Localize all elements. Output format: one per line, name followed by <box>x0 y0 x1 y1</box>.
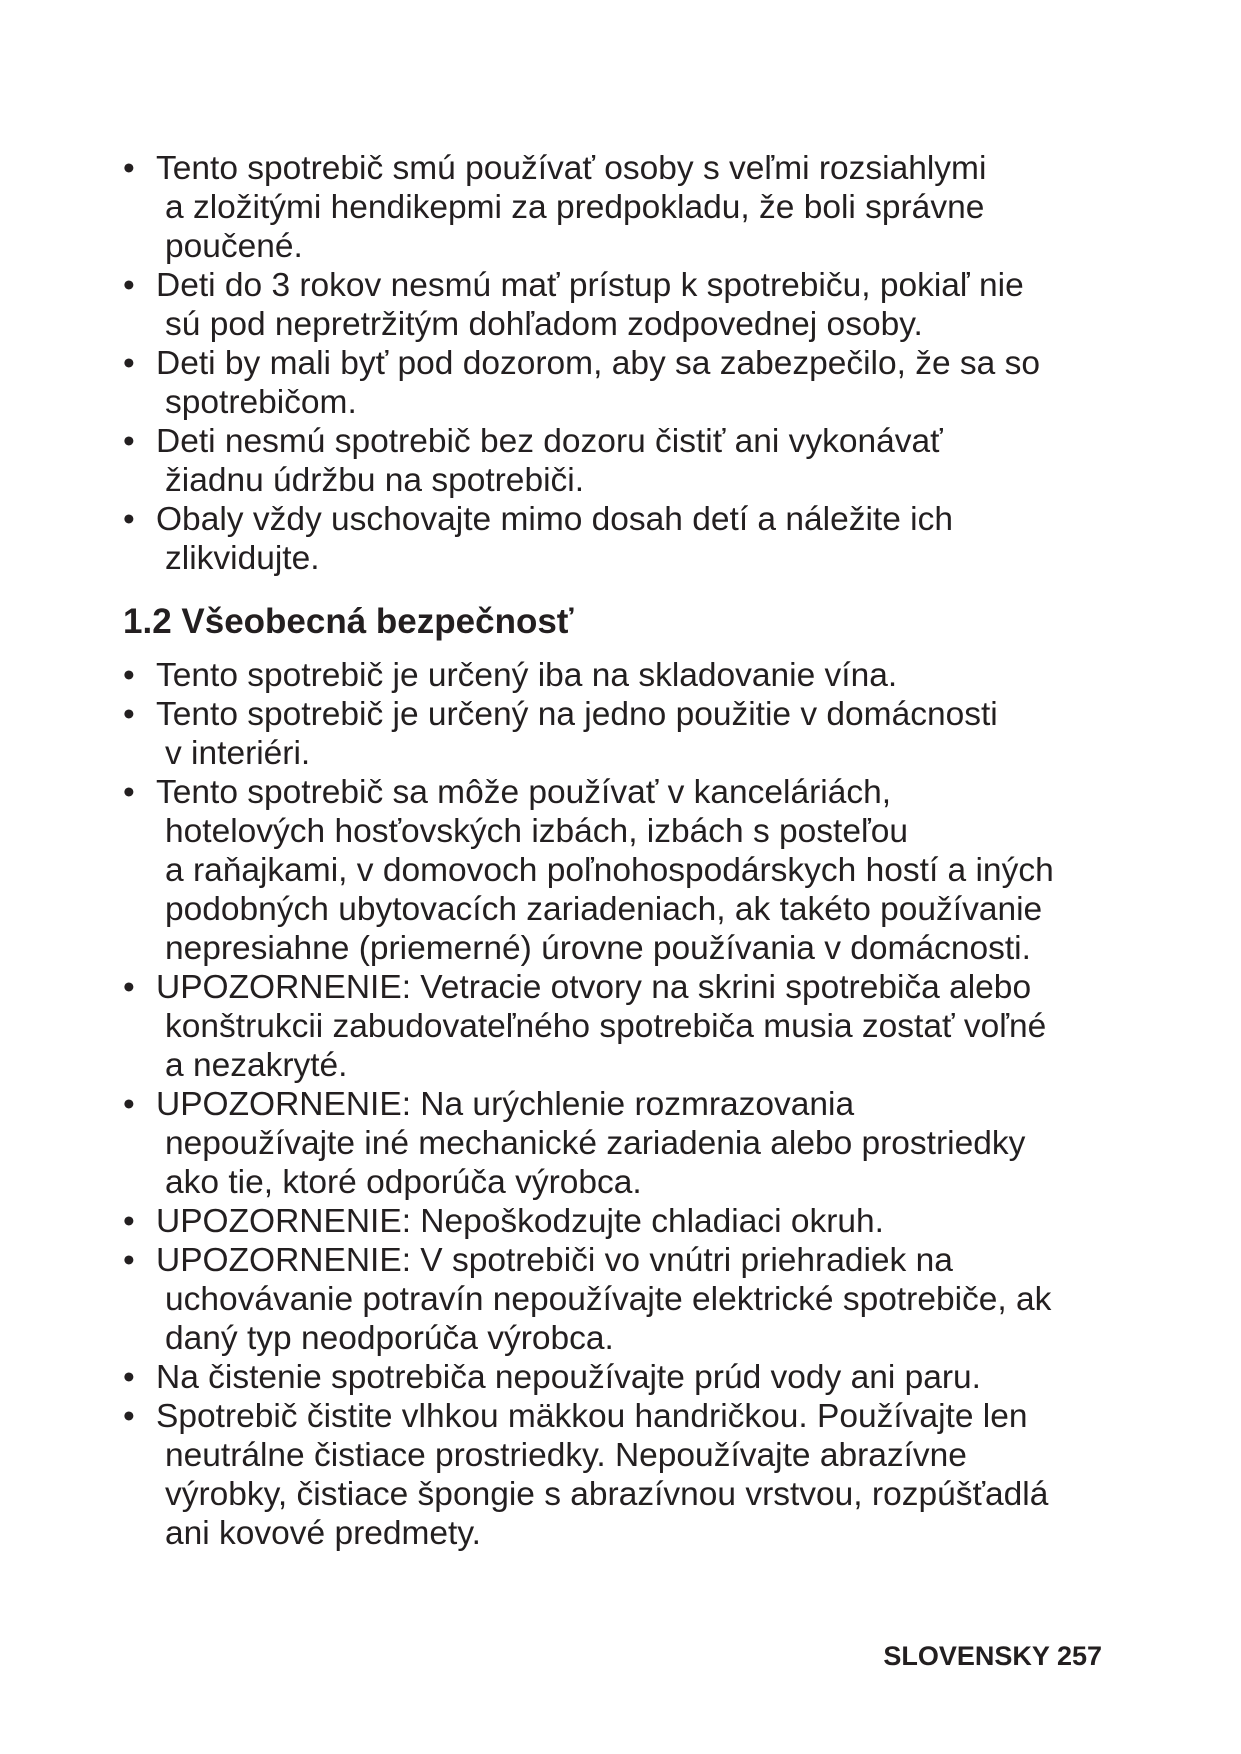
bullet-icon: • <box>123 969 135 1006</box>
bullet-icon: • <box>123 267 135 304</box>
item-first-line: UPOZORNENIE: Vetracie otvory na skrini spotrebiča alebo <box>156 969 1032 1006</box>
section-heading: 1.2 Všeobecná bezpečnosť <box>123 602 574 641</box>
safety-list-children <box>123 149 1123 578</box>
item-continuation-line: hotelových hosťovských izbách, izbách s posteľou <box>165 813 908 850</box>
item-continuation-line: a raňajkami, v domovoch poľnohospodárskych hostí a iných <box>165 852 1054 889</box>
bullet-icon: • <box>123 774 135 811</box>
item-first-line: Tento spotrebič sa môže používať v kanceláriách, <box>156 774 892 811</box>
item-continuation-line: v interiéri. <box>165 735 311 772</box>
item-first-line: Deti nesmú spotrebič bez dozoru čistiť ani vykonávať <box>156 423 943 460</box>
list-item <box>123 500 1123 578</box>
item-first-line: Deti do 3 rokov nesmú mať prístup k spotrebiču, pokiaľ nie <box>156 267 1024 304</box>
item-continuation-line: ani kovové predmety. <box>165 1515 481 1552</box>
list-item <box>123 656 1123 695</box>
item-continuation-line: a zložitými hendikepmi za predpokladu, že boli správne <box>165 189 985 226</box>
item-continuation-line: sú pod nepretržitým dohľadom zodpovednej osoby. <box>165 306 923 343</box>
item-continuation-line: zlikvidujte. <box>165 540 320 577</box>
item-first-line: UPOZORNENIE: V spotrebiči vo vnútri priehradiek na <box>156 1242 953 1279</box>
list-item <box>123 1202 1123 1241</box>
item-first-line: Tento spotrebič je určený iba na skladovanie vína. <box>156 657 898 694</box>
item-continuation-line: uchovávanie potravín nepoužívajte elektrické spotrebiče, ak <box>165 1281 1052 1318</box>
safety-list-general <box>123 656 1123 1553</box>
bullet-icon: • <box>123 657 135 694</box>
list-item <box>123 1085 1123 1202</box>
item-continuation-line: spotrebičom. <box>165 384 357 421</box>
item-first-line: Obaly vždy uschovajte mimo dosah detí a náležite ich <box>156 501 953 538</box>
bullet-icon: • <box>123 345 135 382</box>
bullet-icon: • <box>123 423 135 460</box>
item-continuation-line: nepoužívajte iné mechanické zariadenia alebo prostriedky <box>165 1125 1026 1162</box>
list-item <box>123 266 1123 344</box>
item-continuation-line: neutrálne čistiace prostriedky. Nepoužívajte abrazívne <box>165 1437 967 1474</box>
item-continuation-line: ako tie, ktoré odporúča výrobca. <box>165 1164 642 1201</box>
bullet-icon: • <box>123 1398 135 1435</box>
list-item <box>123 1358 1123 1397</box>
item-first-line: Spotrebič čistite vlhkou mäkkou handričkou. Používajte len <box>156 1398 1028 1435</box>
item-first-line: Tento spotrebič smú používať osoby s veľmi rozsiahlymi <box>156 150 987 187</box>
item-continuation-line: nepresiahne (priemerné) úrovne používania v domácnosti. <box>165 930 1031 967</box>
page-footer-label: SLOVENSKY 257 <box>883 1641 1102 1671</box>
list-item <box>123 149 1123 266</box>
item-continuation-line: a nezakryté. <box>165 1047 348 1084</box>
list-item <box>123 695 1123 773</box>
item-continuation-line: žiadnu údržbu na spotrebiči. <box>165 462 585 499</box>
bullet-icon: • <box>123 1359 135 1396</box>
item-first-line: UPOZORNENIE: Nepoškodzujte chladiaci okruh. <box>156 1203 884 1240</box>
list-item <box>123 773 1123 968</box>
item-continuation-line: daný typ neodporúča výrobca. <box>165 1320 614 1357</box>
list-item <box>123 344 1123 422</box>
bullet-icon: • <box>123 1242 135 1279</box>
bullet-icon: • <box>123 1203 135 1240</box>
bullet-icon: • <box>123 150 135 187</box>
item-first-line: Tento spotrebič je určený na jedno použitie v domácnosti <box>156 696 998 733</box>
item-first-line: Deti by mali byť pod dozorom, aby sa zabezpečilo, že sa so <box>156 345 1041 382</box>
item-continuation-line: výrobky, čistiace špongie s abrazívnou vrstvou, rozpúšťadlá <box>165 1476 1049 1513</box>
item-continuation-line: poučené. <box>165 228 303 265</box>
item-first-line: Na čistenie spotrebiča nepoužívajte prúd vody ani paru. <box>156 1359 981 1396</box>
list-item <box>123 422 1123 500</box>
item-continuation-line: podobných ubytovacích zariadeniach, ak takéto používanie <box>165 891 1043 928</box>
bullet-icon: • <box>123 1086 135 1123</box>
item-continuation-line: konštrukcii zabudovateľného spotrebiča musia zostať voľné <box>165 1008 1047 1045</box>
item-first-line: UPOZORNENIE: Na urýchlenie rozmrazovania <box>156 1086 855 1123</box>
list-item <box>123 968 1123 1085</box>
bullet-icon: • <box>123 501 135 538</box>
list-item <box>123 1397 1123 1553</box>
bullet-icon: • <box>123 696 135 733</box>
list-item <box>123 1241 1123 1358</box>
